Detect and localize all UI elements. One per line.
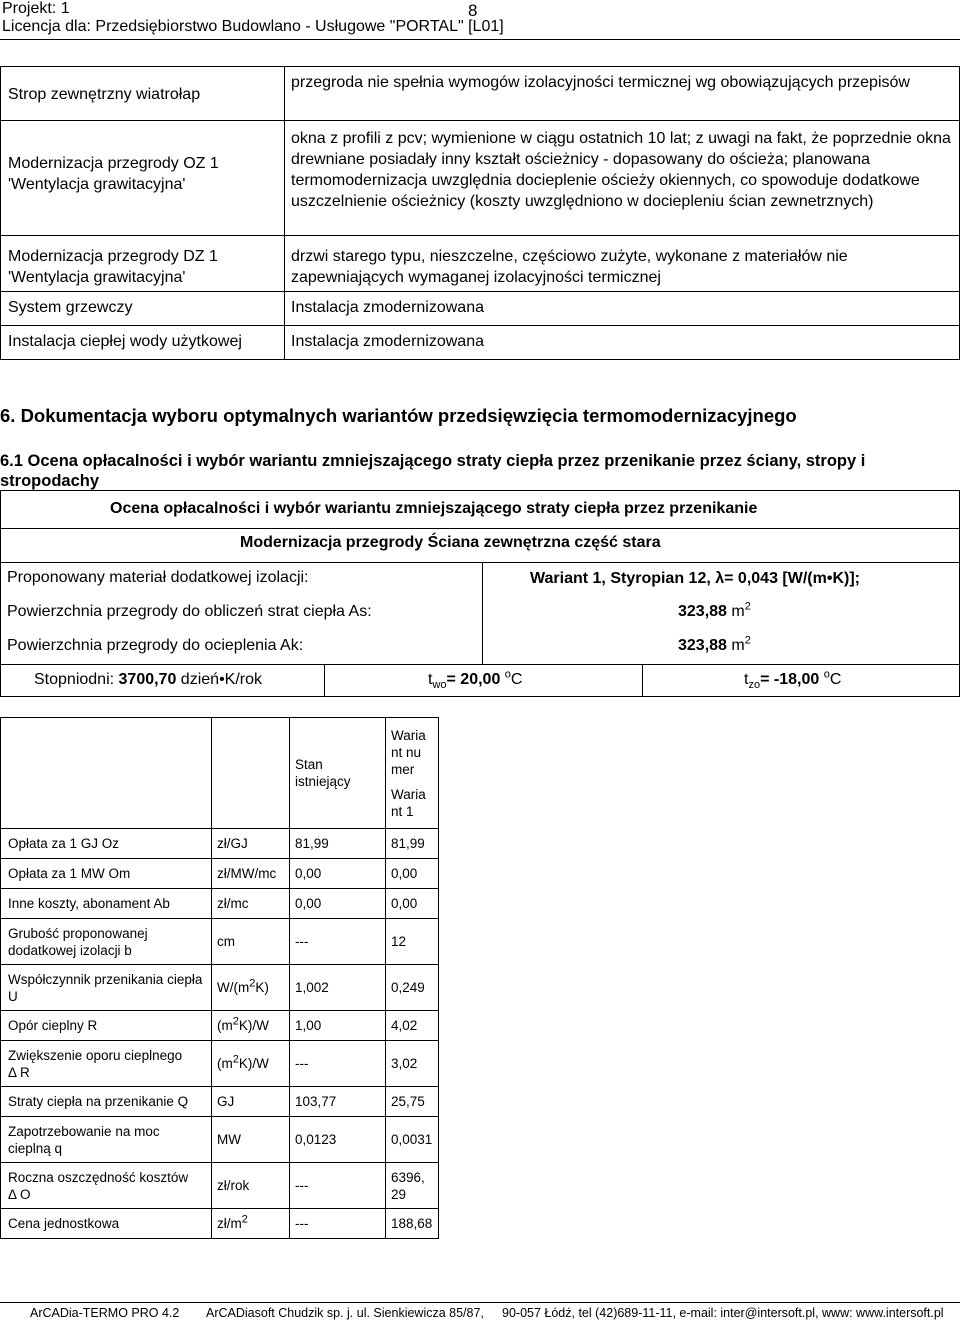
row-variant-value bbox=[386, 1163, 439, 1209]
license-label: Licencja dla: Przedsiębiorstwo Budowlano - Usługowe "PORTAL" [L01] bbox=[2, 18, 504, 35]
row-variant-value: 81,99 bbox=[386, 829, 439, 859]
row-current-value: 0,00 bbox=[290, 889, 386, 919]
table-row bbox=[1, 965, 439, 1011]
assessment-subtitle: Modernizacja przegrody Ściana zewnętrzna część stara bbox=[240, 534, 661, 551]
partition-row bbox=[1, 326, 960, 360]
row-unit: cm bbox=[212, 919, 290, 965]
footer-app: ArCADia-TERMO PRO 4.2 bbox=[30, 1306, 180, 1320]
row-current-value: 1,00 bbox=[290, 1011, 386, 1041]
row-current-value: 103,77 bbox=[290, 1087, 386, 1117]
partition-row bbox=[1, 292, 960, 326]
area-loss-number: 323,88 bbox=[678, 603, 727, 620]
divider bbox=[642, 664, 643, 697]
row-unit bbox=[212, 1011, 290, 1041]
partition-row bbox=[1, 236, 960, 292]
col-variant-1-label: Wariant 1 bbox=[391, 786, 426, 819]
row-label: Cena jednostkowa bbox=[1, 1209, 212, 1239]
row-current-value: 0,0123 bbox=[290, 1117, 386, 1163]
unit-sup: 2 bbox=[249, 977, 256, 990]
outdoor-temperature bbox=[744, 668, 842, 692]
area-insul-label: Powierzchnia przegrody do ocieplenia Ak: bbox=[7, 637, 304, 654]
row-label bbox=[1, 1163, 212, 1209]
unit-sup: 2 bbox=[241, 1213, 248, 1226]
outdoor-temp-value: = -18,00 bbox=[760, 671, 820, 688]
table-row bbox=[1, 1041, 439, 1087]
row-current-value: --- bbox=[290, 1209, 386, 1239]
partition-name: Modernizacja przegrody OZ 1 'Wentylacja grawitacyjna' bbox=[1, 121, 285, 236]
celsius-unit: C bbox=[829, 671, 842, 688]
row-variant-value: 0,249 bbox=[386, 965, 439, 1011]
partition-note: Instalacja zmodernizowana bbox=[285, 326, 960, 360]
row-current-value: --- bbox=[290, 919, 386, 965]
unit-part: (m bbox=[217, 1018, 233, 1033]
footer-address: 90-057 Łódź, tel (42)689-11-11, e-mail: inter@intersoft.pl, www: www.intersoft.pl bbox=[502, 1306, 944, 1320]
divider bbox=[324, 664, 325, 697]
row-variant-value: 3,02 bbox=[386, 1041, 439, 1087]
row-label: Opłata za 1 GJ Oz bbox=[1, 829, 212, 859]
partition-name: Modernizacja przegrody DZ 1 'Wentylacja grawitacyjna' bbox=[1, 236, 285, 292]
row-unit: zł/MW/mc bbox=[212, 859, 290, 889]
unit-part: K)/W bbox=[238, 1056, 269, 1071]
degree-days-value: 3700,70 bbox=[118, 671, 177, 688]
degree-days-label: Stopniodni: bbox=[34, 671, 119, 688]
table-row bbox=[1, 1163, 439, 1209]
partitions-table bbox=[0, 66, 960, 360]
project-label: Projekt: 1 bbox=[2, 0, 70, 17]
table-row bbox=[1, 859, 439, 889]
page-footer bbox=[0, 1302, 960, 1322]
temp-subscript: zo bbox=[748, 679, 761, 692]
partition-note: przegroda nie spełnia wymogów izolacyjności termicznej wg obowiązujących przepisów bbox=[285, 67, 960, 121]
table-row bbox=[1, 1117, 439, 1163]
header-divider bbox=[0, 39, 960, 40]
table-row bbox=[1, 829, 439, 859]
celsius-unit: C bbox=[510, 671, 523, 688]
row-current-value: 1,002 bbox=[290, 965, 386, 1011]
table-row bbox=[1, 1087, 439, 1117]
area-unit-sup: 2 bbox=[744, 600, 751, 613]
row-unit: MW bbox=[212, 1117, 290, 1163]
indoor-temperature bbox=[428, 668, 523, 692]
lambda-symbol: λ bbox=[715, 570, 725, 587]
partition-name: System grzewczy bbox=[1, 292, 285, 326]
multiply-dot: • bbox=[219, 671, 225, 688]
row-variant-value: 4,02 bbox=[386, 1011, 439, 1041]
label-tail: O bbox=[16, 1186, 31, 1202]
row-unit: zł/mc bbox=[212, 889, 290, 919]
degree-days-unit: dzień bbox=[176, 671, 220, 688]
variant-value-text: 6396,29 bbox=[391, 1169, 425, 1202]
divider bbox=[0, 528, 960, 529]
row-label: Straty ciepła na przenikanie Q bbox=[1, 1087, 212, 1117]
row-label: Opór cieplny R bbox=[1, 1011, 212, 1041]
temp-symbol: t bbox=[744, 671, 749, 688]
row-variant-value: 0,00 bbox=[386, 859, 439, 889]
material-label: Proponowany materiał dodatkowej izolacji: bbox=[7, 569, 309, 586]
table-row bbox=[1, 1209, 439, 1239]
row-current-value: 81,99 bbox=[290, 829, 386, 859]
degree-days-unit2: K/rok bbox=[224, 671, 263, 688]
delta-symbol: Δ bbox=[8, 1064, 17, 1080]
row-label: Opłata za 1 MW Om bbox=[1, 859, 212, 889]
material-suffix: K)]; bbox=[832, 570, 860, 587]
row-unit: GJ bbox=[212, 1087, 290, 1117]
col-current-header bbox=[290, 718, 386, 829]
partition-note: Instalacja zmodernizowana bbox=[285, 292, 960, 326]
unit-part: zł/m bbox=[217, 1216, 242, 1231]
row-label: Grubość proponowanej dodatkowej izolacji b bbox=[1, 919, 212, 965]
assessment-title: Ocena opłacalności i wybór wariantu zmniejszającego straty ciepła przez przenikanie bbox=[110, 500, 758, 517]
temp-symbol: t bbox=[428, 671, 433, 688]
label-text: Roczna oszczędność kosztów bbox=[8, 1169, 189, 1185]
col-variant-num-label: Wariant numer bbox=[391, 727, 426, 777]
unit-sup: 2 bbox=[232, 1015, 239, 1028]
area-loss-value bbox=[678, 600, 751, 621]
area-insul-value bbox=[678, 634, 751, 655]
partition-note: drzwi starego typu, nieszczelne, częściowo zużyte, wykonane z materiałów nie zapewniających wymaganej izolacyjności termicznej bbox=[285, 236, 960, 292]
row-current-value: --- bbox=[290, 1041, 386, 1087]
row-variant-value: 0,00 bbox=[386, 889, 439, 919]
row-variant-value: 0,0031 bbox=[386, 1117, 439, 1163]
material-prefix: Wariant 1, Styropian 12, bbox=[530, 570, 716, 587]
divider bbox=[0, 562, 960, 563]
footer-company: ArCADiasoft Chudzik sp. j. ul. Sienkiewicza 85/87, bbox=[206, 1306, 484, 1320]
divider bbox=[482, 562, 483, 664]
indoor-temp-value: = 20,00 bbox=[446, 671, 501, 688]
table-row bbox=[1, 889, 439, 919]
partition-row bbox=[1, 121, 960, 236]
area-loss-label: Powierzchnia przegrody do obliczeń strat ciepła As: bbox=[7, 603, 372, 620]
partition-row bbox=[1, 67, 960, 121]
comparison-table bbox=[0, 717, 439, 1239]
degree-days bbox=[34, 671, 262, 689]
section-6-title: 6. Dokumentacja wyboru optymalnych wariantów przedsięwzięcia termomodernizacyjnego bbox=[0, 405, 797, 426]
row-current-value: 0,00 bbox=[290, 859, 386, 889]
row-label bbox=[1, 1041, 212, 1087]
row-label: Współczynnik przenikania ciepła U bbox=[1, 965, 212, 1011]
unit-part: W/(m bbox=[217, 980, 250, 995]
row-label: Zapotrzebowanie na moc cieplną q bbox=[1, 1117, 212, 1163]
multiply-dot: • bbox=[826, 570, 833, 587]
header-empty-cell bbox=[1, 718, 212, 829]
row-variant-value: 188,68 bbox=[386, 1209, 439, 1239]
section-6-1-title: 6.1 Ocena opłacalności i wybór wariantu zmniejszającego straty ciepła przez przenikanie przez ściany, stropy i stropodachy bbox=[0, 452, 866, 490]
table-row bbox=[1, 1011, 439, 1041]
material-value bbox=[530, 570, 860, 588]
row-unit: zł/rok bbox=[212, 1163, 290, 1209]
row-label: Inne koszty, abonament Ab bbox=[1, 889, 212, 919]
row-unit: zł/GJ bbox=[212, 829, 290, 859]
area-unit-sup: 2 bbox=[744, 634, 751, 647]
unit-part: K) bbox=[255, 980, 269, 995]
label-text: Zwiększenie oporu cieplnego bbox=[8, 1047, 183, 1063]
label-tail: R bbox=[16, 1064, 30, 1080]
material-lambda-value: = 0,043 [W/(m bbox=[724, 570, 827, 587]
page-number: 8 bbox=[468, 1, 478, 20]
unit-part: (m bbox=[217, 1056, 233, 1071]
area-insul-number: 323,88 bbox=[678, 637, 727, 654]
table-row bbox=[1, 919, 439, 965]
unit-part: K)/W bbox=[238, 1018, 269, 1033]
unit-sup: 2 bbox=[232, 1053, 239, 1066]
delta-symbol: Δ bbox=[8, 1186, 17, 1202]
degree-sup: o bbox=[823, 668, 830, 681]
row-unit bbox=[212, 1041, 290, 1087]
divider bbox=[0, 664, 960, 665]
temp-subscript: wo bbox=[432, 679, 447, 692]
row-unit bbox=[212, 1209, 290, 1239]
partition-name: Strop zewnętrzny wiatrołap bbox=[1, 67, 285, 121]
partition-name: Instalacja ciepłej wody użytkowej bbox=[1, 326, 285, 360]
col-current-label: Stan istniejący bbox=[295, 757, 351, 789]
row-variant-value: 25,75 bbox=[386, 1087, 439, 1117]
degree-sup: o bbox=[504, 668, 511, 681]
row-unit bbox=[212, 965, 290, 1011]
row-current-value: --- bbox=[290, 1163, 386, 1209]
partition-note: okna z profili z pcv; wymienione w ciągu ostatnich 10 lat; z uwagi na fakt, że poprzednie okna drewniane posiadały inny kształt ościeżnicy - dopasowany do ościeża; planowana termomodernizacja uwzględnia docieplenie ościeży okiennych, co spowoduje dodatkowe uszczelnienie ościeżnicy (koszty uwzględniono w dociepleniu ścian zewnetrznych) bbox=[285, 121, 960, 236]
area-unit: m bbox=[731, 603, 745, 620]
assessment-box bbox=[0, 490, 960, 697]
col-variant-header bbox=[386, 718, 439, 829]
area-unit: m bbox=[731, 637, 745, 654]
row-variant-value: 12 bbox=[386, 919, 439, 965]
header-empty-cell bbox=[212, 718, 290, 829]
table-header-row bbox=[1, 718, 439, 829]
